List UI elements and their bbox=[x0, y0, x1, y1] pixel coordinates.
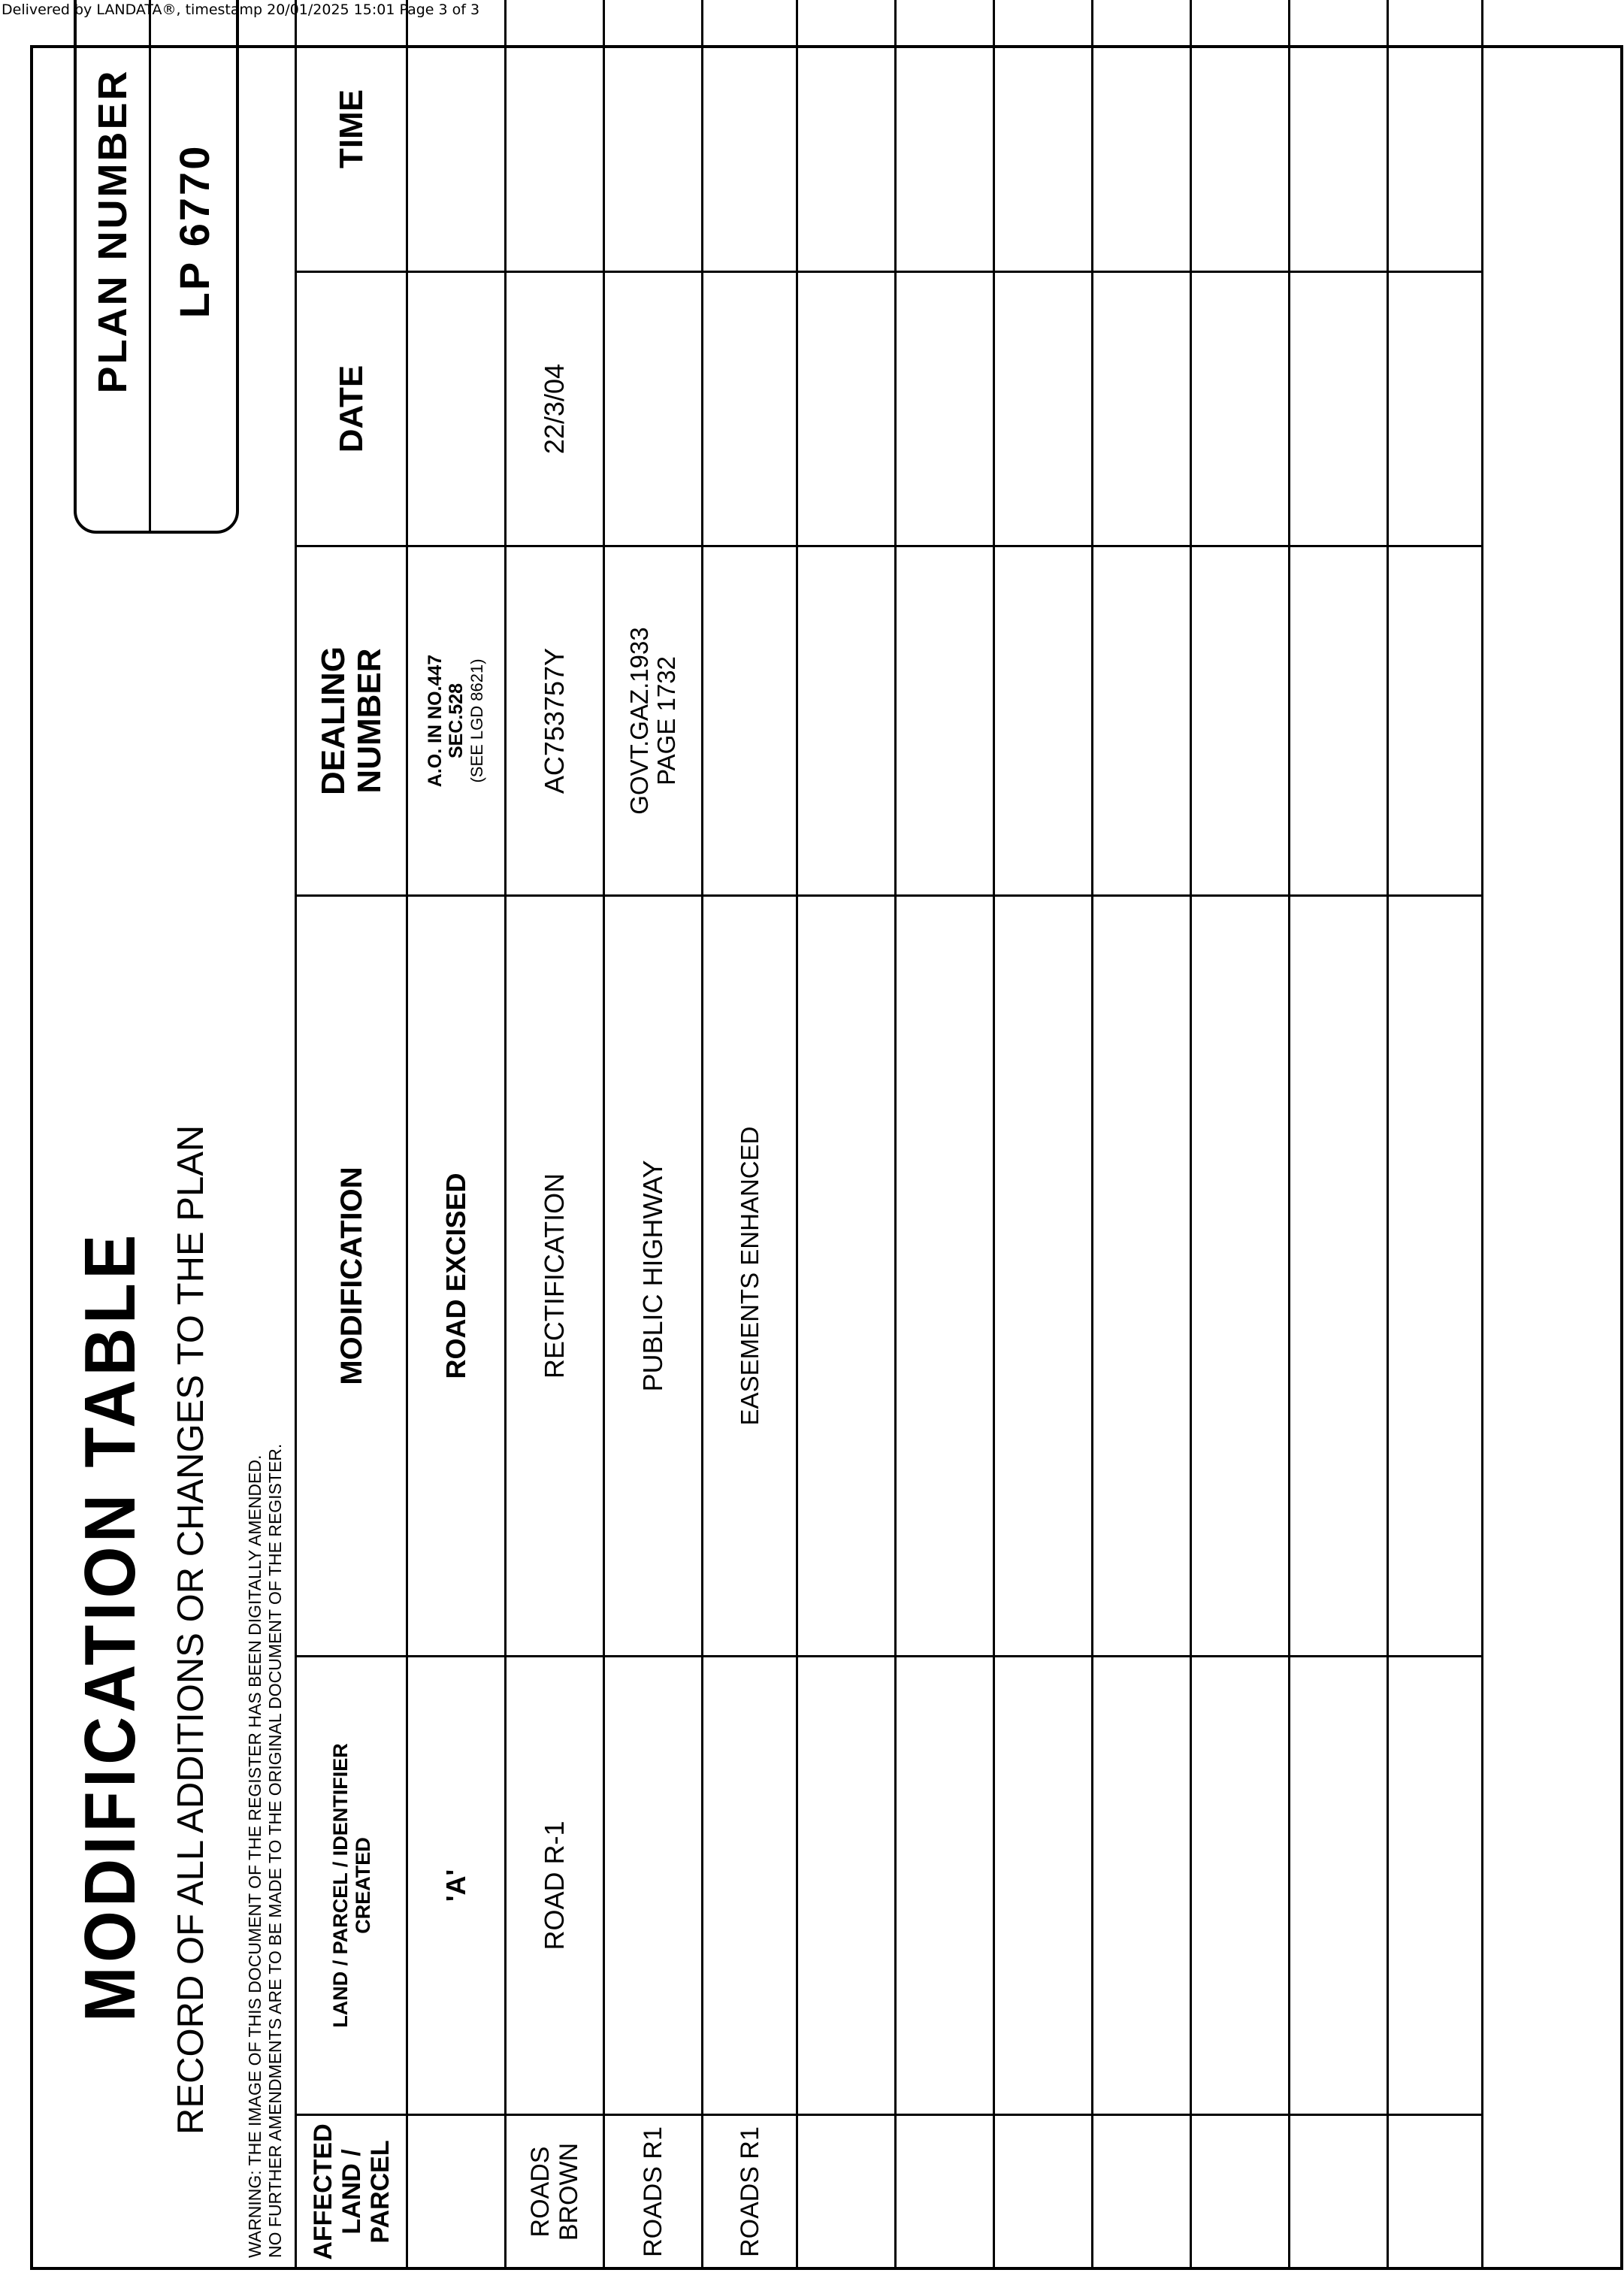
empty-cell bbox=[896, 2115, 994, 2269]
empty-rows bbox=[797, 0, 1483, 2269]
empty-cell bbox=[1191, 546, 1290, 896]
header-created bbox=[296, 1657, 407, 2115]
empty-cell bbox=[994, 896, 1093, 1657]
warning-notice bbox=[245, 1444, 286, 2258]
empty-table-row bbox=[797, 0, 896, 2269]
empty-cell bbox=[1290, 546, 1388, 896]
header-affected-line-1: AFFECTED bbox=[308, 2123, 337, 2260]
cell-date bbox=[604, 272, 703, 546]
empty-cell bbox=[896, 272, 994, 546]
empty-cell bbox=[1093, 896, 1191, 1657]
empty-cell bbox=[896, 0, 994, 272]
modification-table bbox=[295, 0, 1483, 2270]
cell-time bbox=[506, 0, 604, 272]
empty-cell bbox=[994, 1657, 1093, 2115]
cell-created: 'A' bbox=[407, 1657, 506, 2115]
empty-cell bbox=[1093, 2115, 1191, 2269]
cell-affected bbox=[506, 2115, 604, 2269]
empty-cell bbox=[1191, 0, 1290, 272]
header-created-line-2: CREATED bbox=[351, 1837, 374, 1934]
header-dealing-line-1: DEALING bbox=[314, 646, 352, 795]
empty-cell bbox=[1093, 272, 1191, 546]
cell-modification: PUBLIC HIGHWAY bbox=[604, 896, 703, 1657]
empty-cell bbox=[1290, 1657, 1388, 2115]
empty-cell bbox=[797, 546, 896, 896]
table-row bbox=[604, 0, 703, 2269]
header-time: TIME bbox=[296, 0, 407, 272]
cell-modification: ROAD EXCISED bbox=[407, 896, 506, 1657]
cell-modification: RECTIFICATION bbox=[506, 896, 604, 1657]
empty-cell bbox=[1388, 0, 1483, 272]
dealing-line-1: A.O. IN NO.447 bbox=[425, 654, 446, 788]
cell-modification: EASEMENTS ENHANCED bbox=[703, 896, 797, 1657]
header-affected bbox=[296, 2115, 407, 2269]
empty-table-row bbox=[896, 0, 994, 2269]
header-affected-line-2: LAND / PARCEL bbox=[337, 2140, 395, 2244]
cell-created: ROAD R-1 bbox=[506, 1657, 604, 2115]
cell-created bbox=[703, 1657, 797, 2115]
page-subtitle: RECORD OF ALL ADDITIONS OR CHANGES TO THE PLAN bbox=[171, 1124, 211, 2135]
empty-cell bbox=[994, 272, 1093, 546]
delivery-banner: Delivered by LANDATA®, timestamp 20/01/2025 15:01 Page 3 of 3 bbox=[2, 2, 480, 18]
empty-cell bbox=[1191, 896, 1290, 1657]
empty-cell bbox=[1093, 0, 1191, 272]
empty-cell bbox=[1093, 1657, 1191, 2115]
empty-cell bbox=[896, 1657, 994, 2115]
cell-created bbox=[604, 1657, 703, 2115]
plan-number-value: LP 6770 bbox=[170, 144, 218, 319]
table-row bbox=[703, 0, 797, 2269]
empty-cell bbox=[797, 272, 896, 546]
header-modification: MODIFICATION bbox=[296, 896, 407, 1657]
plan-number-label: PLAN NUMBER bbox=[77, 0, 151, 531]
empty-cell bbox=[1388, 2115, 1483, 2269]
table-row bbox=[407, 0, 506, 2269]
cell-date bbox=[703, 272, 797, 546]
page-title: MODIFICATION TABLE bbox=[70, 1230, 150, 2022]
warning-line-2: NO FURTHER AMENDMENTS ARE TO BE MADE TO THE ORIGINAL DOCUMENT OF THE REGISTER. bbox=[265, 1443, 285, 2258]
cell-dealing: AC753757Y bbox=[506, 546, 604, 896]
cell-affected bbox=[407, 2115, 506, 2269]
empty-cell bbox=[896, 896, 994, 1657]
cell-affected: ROADS R1 bbox=[604, 2115, 703, 2269]
header-dealing-line-2: NUMBER bbox=[350, 648, 388, 794]
empty-table-row bbox=[994, 0, 1093, 2269]
empty-cell bbox=[994, 0, 1093, 272]
plan-number-box bbox=[74, 0, 239, 534]
dealing-line-1: GOVT.GAZ.1933 bbox=[625, 627, 653, 815]
empty-table-row bbox=[1191, 0, 1290, 2269]
empty-cell bbox=[1191, 272, 1290, 546]
empty-cell bbox=[1191, 1657, 1290, 2115]
empty-cell bbox=[797, 1657, 896, 2115]
table-row bbox=[506, 0, 604, 2269]
empty-cell bbox=[797, 2115, 896, 2269]
empty-cell bbox=[1290, 896, 1388, 1657]
empty-cell bbox=[1290, 2115, 1388, 2269]
cell-date: 22/3/04 bbox=[506, 272, 604, 546]
empty-cell bbox=[1093, 546, 1191, 896]
empty-cell bbox=[797, 0, 896, 272]
empty-cell bbox=[994, 546, 1093, 896]
empty-cell bbox=[1290, 0, 1388, 272]
cell-time bbox=[604, 0, 703, 272]
warning-line-1: WARNING: THE IMAGE OF THIS DOCUMENT OF THE REGISTER HAS BEEN DIGITALLY AMENDED. bbox=[245, 1454, 265, 2258]
header-date: DATE bbox=[296, 272, 407, 546]
empty-cell bbox=[797, 896, 896, 1657]
dealing-line-2: PAGE 1732 bbox=[652, 656, 680, 785]
cell-time bbox=[407, 0, 506, 272]
empty-cell bbox=[896, 546, 994, 896]
header-dealing bbox=[296, 546, 407, 896]
header-created-line-1: LAND / PARCEL / IDENTIFIER bbox=[328, 1743, 352, 2028]
cell-dealing bbox=[703, 546, 797, 896]
empty-cell bbox=[1191, 2115, 1290, 2269]
empty-cell bbox=[1388, 1657, 1483, 2115]
empty-cell bbox=[1290, 272, 1388, 546]
cell-dealing bbox=[604, 546, 703, 896]
modification-sheet bbox=[30, 45, 1623, 2270]
cell-dealing bbox=[407, 546, 506, 896]
empty-table-row bbox=[1290, 0, 1388, 2269]
cell-date bbox=[407, 272, 506, 546]
empty-cell bbox=[1388, 546, 1483, 896]
cell-affected: ROADS R1 bbox=[703, 2115, 797, 2269]
cell-time bbox=[703, 0, 797, 272]
empty-cell bbox=[994, 2115, 1093, 2269]
empty-table-row bbox=[1093, 0, 1191, 2269]
dealing-line-3: (SEE LGD 8621) bbox=[467, 658, 486, 783]
dealing-line-2: SEC.528 bbox=[446, 682, 467, 759]
cell-affected-text: ROADS BROWN bbox=[526, 2142, 583, 2241]
empty-table-row bbox=[1388, 0, 1483, 2269]
empty-cell bbox=[1388, 896, 1483, 1657]
header-row bbox=[296, 0, 407, 2269]
empty-cell bbox=[1388, 272, 1483, 546]
